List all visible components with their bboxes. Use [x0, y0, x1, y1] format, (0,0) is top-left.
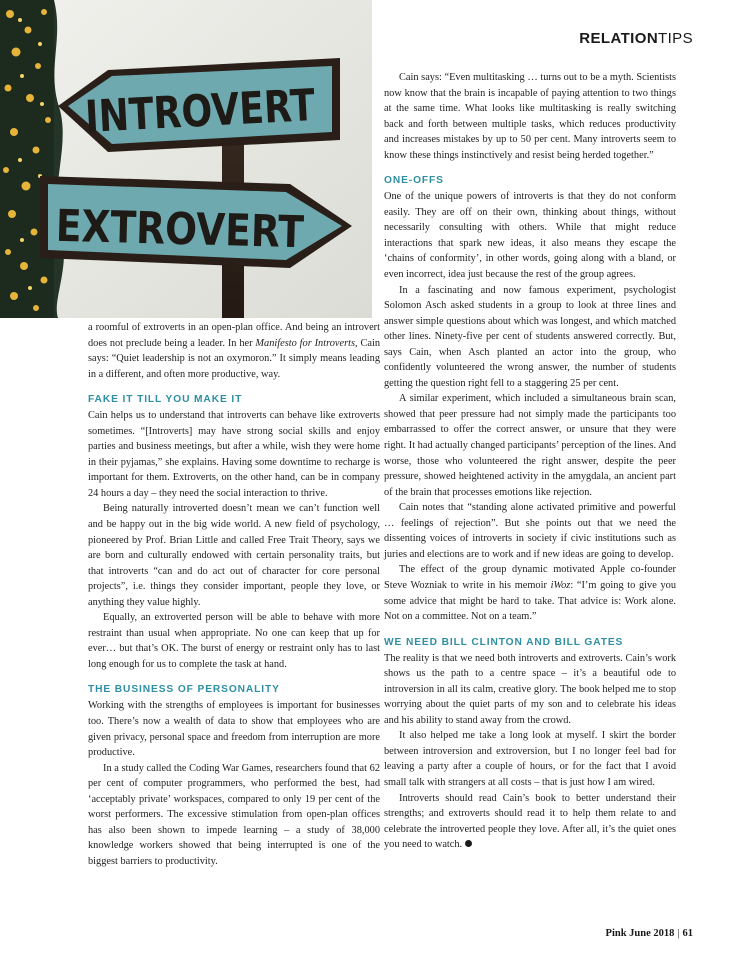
intro-text: a roomful of extroverts in an open-plan office. And being an introvert does not preclude being a leader. In her: [88, 322, 380, 349]
subheading-fake-it: FAKE IT TILL YOU MAKE IT: [88, 394, 243, 406]
left-column: [88, 320, 380, 870]
paragraph: It also helped me take a long look at myself. I skirt the border between introversion and extroversion, but I no longer feel bad for leaving a party after a couple of hours, or for the fact that I avoid small talk with strangers at all costs – that is just how I am wired.: [384, 730, 676, 788]
subheading-bill-clinton: WE NEED BILL CLINTON AND BILL GATES: [384, 636, 624, 648]
paragraph: Cain helps us to understand that introverts can behave like extroverts sometimes. “[Introverts] may have strong social skills and enjoy parties and business meetings, but after a while, wish they were home in their pyjamas,” she explains. Having some downtime to recharge is important for them. Extroverts, on the other hand, can be in company 24 hours a day – they need the social interaction to thrive.: [88, 410, 380, 499]
closing-paragraph: [384, 791, 676, 853]
foliage: [0, 0, 64, 318]
memoir-title: iWoz: [550, 579, 571, 591]
paragraph: Working with the strengths of employees is important for businesses too. There’s now a wealth of data to show that employees who are given privacy, personal space and freedom from interruption are more productive.: [88, 700, 380, 759]
sign-introvert-text: INTROVERT: [83, 77, 366, 143]
paragraph-wozniak: [384, 562, 676, 624]
book-title: Manifesto for Introverts: [255, 337, 355, 349]
subheading-one-offs: ONE-OFFS: [384, 175, 444, 187]
paragraph: Cain notes that “standing alone activated primitive and powerful … feelings of rejection”. But she points out that we need the dissenting voices of introverts in society if civic institutions such as juries and elections are to work and if new ideas are going to develop.: [384, 502, 676, 560]
section-title-light: TIPS: [658, 30, 693, 47]
signpost-illustration: [0, 0, 372, 318]
paragraph: The reality is that we need both introverts and extroverts. Cain’s work shows us the path to a centre space – it’s a beautiful ode to introversion in all its calm, creative glory. The book helped me to stop worrying about the quiet parts of my son and to celebrate his ideas and his ability to stand away from the crowd.: [384, 652, 676, 726]
paragraph: In a fascinating and now famous experiment, psychologist Solomon Asch asked students in a group to look at three lines and answer simple questions about which was longest, and which matched other lines. Ninety-five per cent of students answered correctly. But, says Cain, when Asch planted an actor into the group, who confidently volunteered the wrong answer, the number of students getting the question right fell to a staggering 25 per cent.: [384, 284, 676, 389]
page-footer: [606, 928, 693, 939]
wozniak-quote: : “I’m going to give you some advice that might be hard to take. That advice is: Work alone. Not on a committee. Not on a team.”: [384, 579, 676, 623]
subheading-business: THE BUSINESS OF PERSONALITY: [88, 684, 280, 696]
paragraph: Equally, an extroverted person will be able to behave with more restraint than usual when appropriate. No one can keep that up for ever… but that’s OK. The burst of energy or restraint only has to last long enough for us to complete the task at hand.: [88, 612, 380, 670]
section-title: [579, 30, 693, 47]
footer-separator: |: [677, 928, 680, 939]
closing-text: Introverts should read Cain’s book to better understand their strengths; and extroverts should read it to help them relate to and celebrate the introverted people they love. After all, it’s the quiet ones you need to watch.: [384, 792, 676, 851]
wozniak-text: The effect of the group dynamic motivated Apple co-founder Steve Wozniak to write in his memoir: [384, 564, 676, 591]
page-number: 61: [682, 928, 693, 939]
paragraph: A similar experiment, which included a simultaneous brain scan, showed that peer pressure had not simply made the participants too embarrassed to offer the correct answer, or unsure that they were right. It had actually changed participants’ perception of the lines. And worse, those who volunteered the right answer, despite the peer pressure, showed heightened activity in the amygdala, an ancient part of the brain that processes emotions like rejection.: [384, 393, 676, 498]
signpost-photo: [0, 0, 372, 318]
paragraph: Being naturally introverted doesn’t mean we can’t function well and be happy out in the big wide world. A new field of psychology, pioneered by Prof. Brian Little and called Free Trait Theory, says we are born and culturally endowed with certain personality traits, but that introverts “can and do act out of character for core personal projects”, i.e. things they consider important, people they love, or anything they value highly.: [88, 503, 380, 608]
paragraph: One of the unique powers of introverts is that they do not conform easily. They are off on their own, thinking about things, without necessarily consulting with others. While that might reduce interactions that spark new ideas, it also means they escape the ‘chains of conformity’, in other words, going along with a bland, or even incorrect, idea just because the rest of the group agrees.: [384, 191, 676, 281]
paragraph: Cain says: “Even multitasking … turns out to be a myth. Scientists now know that the brain is incapable of paying attention to two things at the same time. What looks like multitasking is really switching back and forth between multiple tasks, which reduces productivity and increases mistakes by up to 50 per cent. Many introverts seem to know these things instinctively and resist being herded together.”: [384, 72, 676, 161]
intro-paragraph: [88, 320, 380, 382]
section-title-bold: RELATION: [579, 30, 659, 47]
end-mark-icon: [465, 840, 472, 847]
issue-label: Pink June 2018: [605, 928, 675, 939]
intro-rest-text: , Cain says: “Quiet leadership is not an oxymoron.” It simply means leading in a different, and often more productive, way.: [88, 337, 380, 380]
sign-extrovert-text: EXTROVERT: [55, 200, 347, 260]
right-column: [384, 70, 676, 853]
paragraph: In a study called the Coding War Games, researchers found that 62 per cent of computer programmers, who performed the best, had ‘acceptably private’ workspaces, compared to only 19 per cent of the worst performers. The excessive stimulation from open-plan offices has also been shown to impede learning – a study of 38,000 knowledge workers showed that being interrupted is one of the biggest barriers to productivity.: [88, 762, 380, 867]
